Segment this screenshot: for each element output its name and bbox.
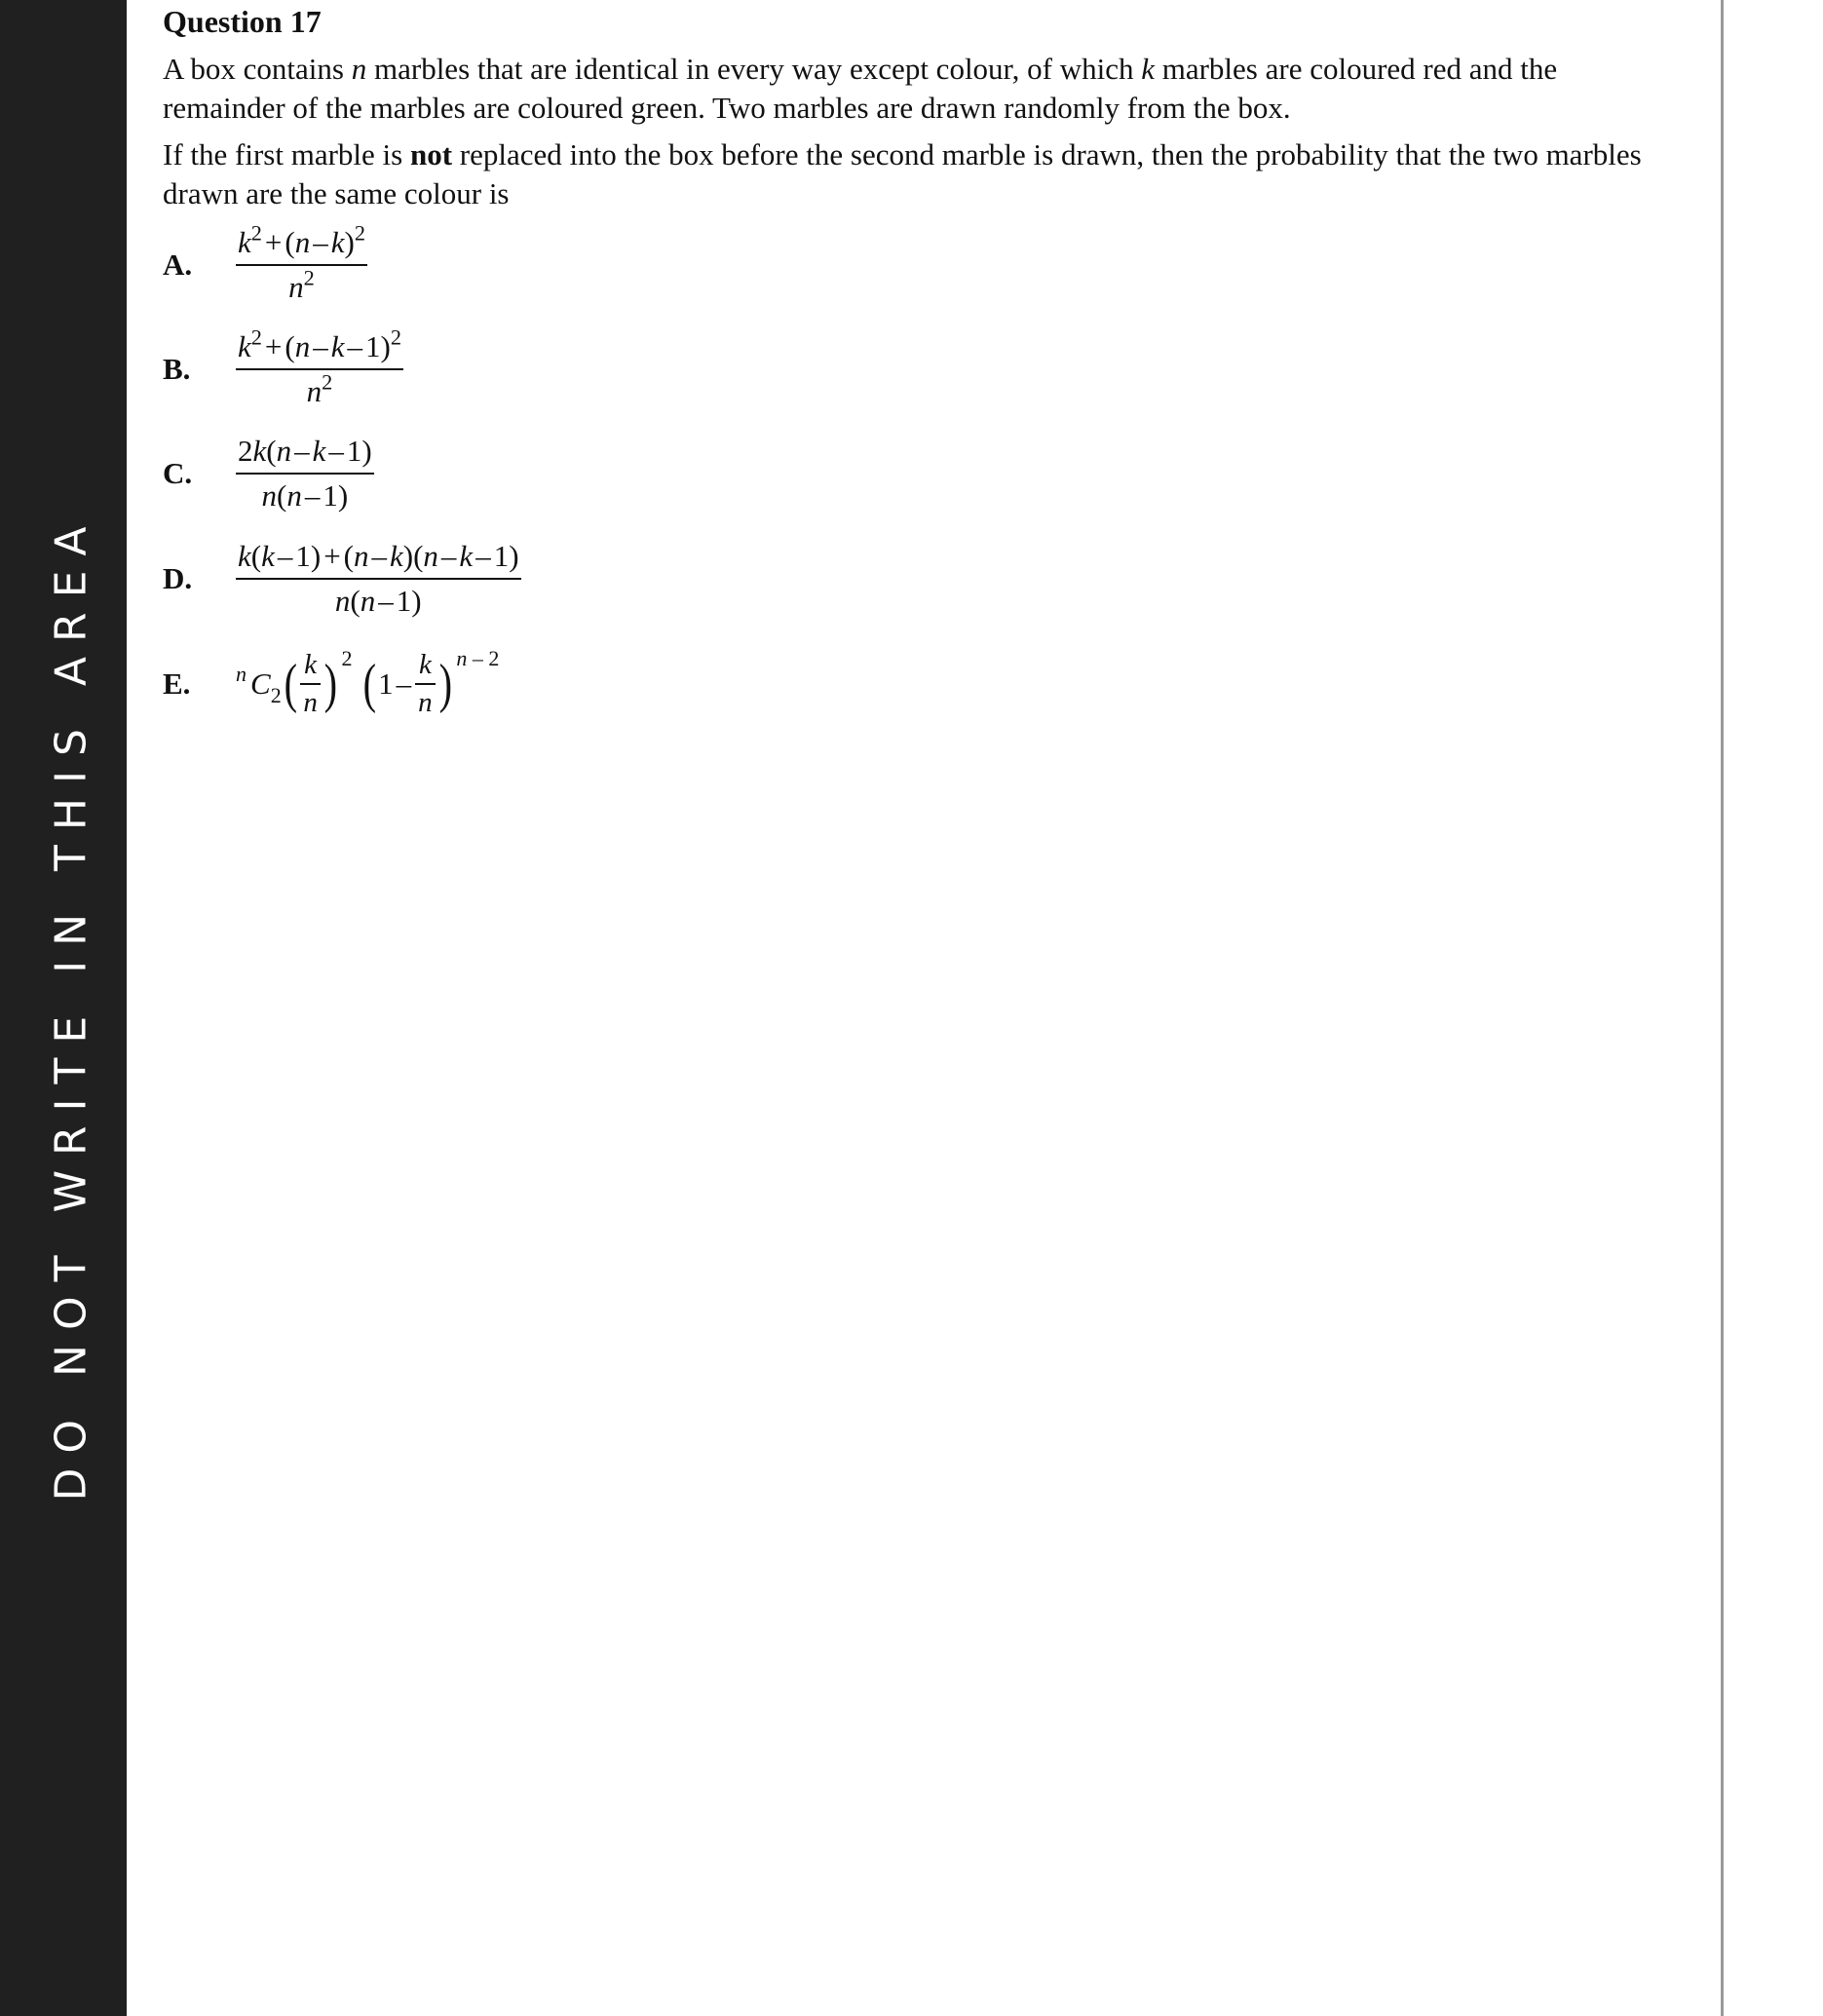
variable-k: k — [1141, 52, 1155, 86]
fraction — [236, 324, 403, 409]
fraction — [236, 220, 367, 305]
option-d[interactable] — [163, 535, 1040, 623]
fraction — [414, 649, 437, 719]
question-paragraph-1: A box contains n marbles that are identical in every way except colour, of which k marbles are coloured red and the remainder of the marbles are coloured green. Two marbles are drawn randomly from the box. — [163, 52, 1558, 125]
numerator: k — [300, 649, 321, 685]
option-expression — [236, 430, 374, 517]
numerator: k(k–1)+(n–k)(n–k–1) — [236, 539, 521, 580]
denominator: $n^2$ — [306, 369, 333, 408]
sidebar-warning-text: DO NOT WRITE IN THIS AREA — [46, 512, 96, 1502]
option-expression: n C 2 ( $\frac{k}{n}$ ) 2 ( 1 – $\frac{k}{n}$ ) n – 2 — [236, 646, 500, 718]
numerator: k — [415, 649, 436, 685]
denominator: $n^2$ — [288, 265, 315, 304]
numerator: $k^2+(n-k)^2$ — [236, 225, 367, 266]
option-e[interactable] — [163, 640, 1040, 728]
option-b[interactable] — [163, 325, 1040, 413]
question-paragraph-2: If the first marble is not replaced into the box before the second marble is drawn, then the probability that the two marbles drawn are the same colour is — [163, 137, 1642, 210]
right-margin-line — [1721, 0, 1724, 2016]
denominator: n — [418, 687, 433, 718]
margin-sidebar — [0, 0, 127, 2016]
option-letter: D. — [163, 561, 193, 595]
numerator: 2k(n–k–1) — [236, 434, 374, 475]
denominator: n — [303, 687, 318, 718]
option-letter: E. — [163, 666, 191, 701]
fraction — [299, 649, 322, 719]
denominator: n(n–1) — [334, 584, 422, 618]
option-expression — [236, 535, 521, 623]
option-a[interactable] — [163, 221, 1040, 309]
numerator: $k^2+(n-k-1)^2$ — [236, 329, 403, 370]
variable-n: n — [351, 52, 367, 86]
option-letter: A. — [163, 247, 193, 282]
option-letter: C. — [163, 456, 193, 490]
emphasis-not: not — [409, 137, 453, 171]
option-expression — [236, 325, 403, 413]
denominator: n(n–1) — [261, 478, 349, 513]
question-title: Question 17 — [163, 4, 322, 39]
option-letter: B. — [163, 352, 191, 386]
fraction — [236, 539, 521, 619]
option-expression — [236, 221, 367, 309]
fraction — [236, 434, 374, 514]
option-c[interactable] — [163, 430, 1040, 517]
